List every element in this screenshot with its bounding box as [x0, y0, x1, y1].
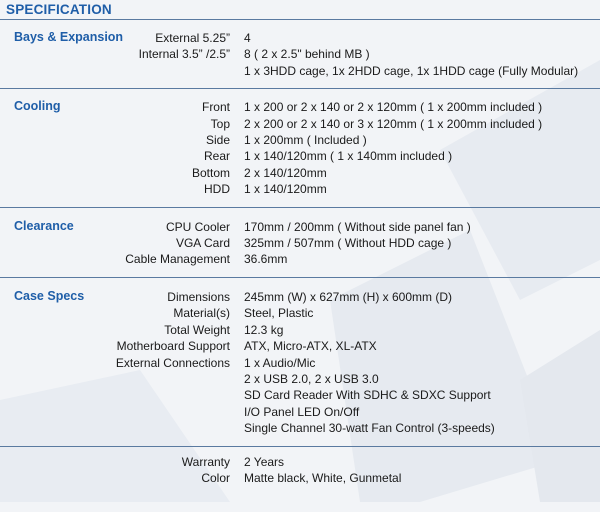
title-bar	[0, 0, 600, 20]
spec-label: CPU Cooler	[165, 219, 230, 234]
spec-label	[0, 63, 244, 79]
spec-section	[0, 20, 600, 89]
spec-row	[0, 181, 600, 197]
spec-label: Motherboard Support	[116, 339, 230, 354]
spec-value: 170mm / 200mm ( Without side panel fan )	[244, 219, 471, 234]
spec-label: Total Weight	[164, 322, 230, 337]
spec-value: 1 x 200 or 2 x 140 or 2 x 120mm ( 1 x 200mm included )	[244, 100, 543, 115]
section-title: Clearance	[14, 218, 74, 233]
spec-row	[0, 305, 600, 321]
spec-value: Steel, Plastic	[244, 306, 314, 321]
spec-row	[0, 219, 600, 235]
spec-value: 1 x 200mm ( Included )	[244, 133, 367, 148]
spec-value: 1 x 140/120mm	[244, 182, 327, 197]
spec-value: 12.3 kg	[244, 322, 284, 337]
spec-section	[0, 208, 600, 278]
spec-label: External 5.25”	[155, 31, 230, 45]
spec-label: HDD	[204, 182, 230, 197]
spec-row	[0, 132, 600, 148]
spec-value: 1 x Audio/Mic	[244, 355, 316, 370]
spec-section	[0, 278, 600, 447]
spec-label: Warranty	[181, 454, 230, 469]
spec-row	[0, 470, 600, 486]
spec-row	[0, 338, 600, 354]
spec-row	[0, 99, 600, 115]
spec-label	[0, 404, 244, 420]
spec-value: SD Card Reader With SDHC & SDXC Support	[244, 388, 491, 403]
spec-row	[0, 116, 600, 132]
page-title: SPECIFICATION	[6, 2, 112, 17]
spec-section	[0, 89, 600, 207]
spec-label: Color	[201, 470, 230, 485]
spec-row	[0, 235, 600, 251]
spec-row	[0, 63, 600, 79]
spec-label: Material(s)	[173, 306, 230, 321]
spec-label	[0, 387, 244, 403]
spec-value: 8 ( 2 x 2.5" behind MB )	[244, 47, 370, 62]
spec-label: Rear	[203, 149, 230, 164]
spec-sections	[0, 20, 600, 512]
spec-value: 325mm / 507mm ( Without HDD cage )	[244, 236, 452, 251]
section-title: Cooling	[14, 99, 61, 114]
spec-value: Matte black, White, Gunmetal	[244, 470, 402, 485]
spec-row	[0, 420, 600, 436]
spec-value: 245mm (W) x 627mm (H) x 600mm (D)	[244, 289, 453, 304]
spec-row	[0, 371, 600, 387]
spec-row	[0, 46, 600, 62]
spec-label: VGA Card	[175, 236, 230, 251]
spec-label	[0, 371, 244, 387]
spec-row	[0, 404, 600, 420]
spec-value: 36.6mm	[244, 252, 288, 267]
spec-row	[0, 454, 600, 470]
spec-section	[0, 447, 600, 512]
spec-row	[0, 387, 600, 403]
spec-value: 2 x USB 2.0, 2 x USB 3.0	[244, 371, 379, 386]
spec-value: Single Channel 30-watt Fan Control (3-speeds)	[244, 421, 495, 436]
spec-row	[0, 165, 600, 181]
spec-row	[0, 322, 600, 338]
spec-label: Dimensions	[167, 289, 230, 304]
spec-row	[0, 355, 600, 371]
spec-value: 1 x 3HDD cage, 1x 2HDD cage, 1x 1HDD cage (Fully Modular)	[244, 63, 579, 78]
spec-label: External Connections	[115, 355, 230, 370]
spec-label	[0, 420, 244, 436]
spec-row	[0, 148, 600, 164]
spec-label: Cable Management	[125, 252, 230, 267]
spec-value: 4	[244, 31, 251, 45]
spec-label: Internal 3.5” /2.5”	[138, 47, 230, 62]
spec-value: 2 x 200 or 2 x 140 or 3 x 120mm ( 1 x 200mm included )	[244, 116, 543, 131]
spec-value: 1 x 140/120mm ( 1 x 140mm included )	[244, 149, 453, 164]
spec-label: Top	[210, 116, 230, 131]
spec-label: Front	[201, 100, 230, 115]
section-title: Case Specs	[14, 288, 85, 303]
spec-value: I/O Panel LED On/Off	[244, 404, 360, 419]
spec-row	[0, 251, 600, 267]
spec-value: 2 Years	[244, 454, 285, 469]
spec-value: ATX, Micro-ATX, XL-ATX	[244, 339, 377, 354]
spec-row	[0, 289, 600, 305]
spec-label: Side	[205, 133, 230, 148]
spec-label: Bottom	[191, 165, 230, 180]
section-title: Bays & Expansion	[14, 30, 124, 44]
spec-value: 2 x 140/120mm	[244, 165, 327, 180]
